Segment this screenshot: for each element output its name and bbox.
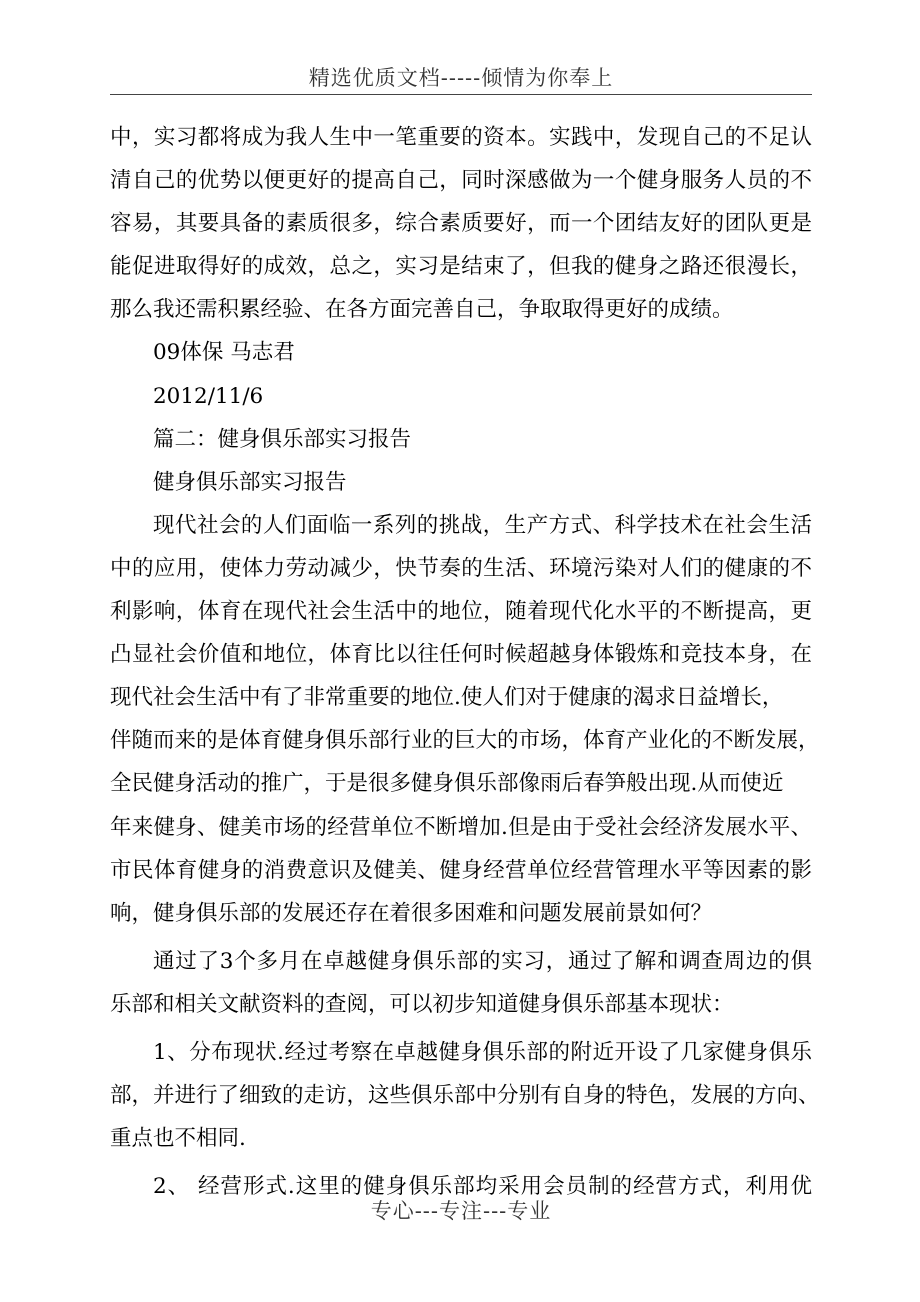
text-line: 1、分布现状.经过考察在卓越健身俱乐部的附近开设了几家健身俱乐 (153, 1039, 812, 1065)
text-line: 市民体育健身的消费意识及健美、健身经营单位经营管理水平等因素的影 (110, 857, 812, 883)
text-line: 全民健身活动的推广，于是很多健身俱乐部像雨后春笋般出现.从而使近 (110, 771, 784, 797)
text-line: 年来健身、健美市场的经营单位不断增加.但是由于受社会经济发展水平、 (110, 814, 812, 840)
text-line: 中，实习都将成为我人生中一笔重要的资本。实践中，发现自己的不足认 (110, 125, 812, 150)
text-line: 通过了3个多月在卓越健身俱乐部的实习，通过了解和调查周边的俱 (153, 948, 812, 974)
text-line: 2、 经营形式.这里的健身俱乐部均采用会员制的经营方式，利用优 (153, 1174, 812, 1200)
document-body (110, 116, 820, 1208)
text-line: 那么我还需积累经验、在各方面完善自己，争取取得更好的成绩。 (110, 297, 734, 323)
text-line: 清自己的优势以便更好的提高自己，同时深感做为一个健身服务人员的不 (110, 168, 812, 194)
text-line: 中的应用，使体力劳动减少，快节奏的生活、环境污染对人们的健康的不 (110, 555, 812, 581)
text-line: 能促进取得好的成效，总之，实习是结束了，但我的健身之路还很漫长， (110, 254, 812, 280)
page-header: 精选优质文档-----倾情为你奉上 (308, 66, 614, 90)
text-line: 响，健身俱乐部的发展还存在着很多困难和问题发展前景如何？ (110, 900, 713, 926)
text-line: 重点也不相同. (110, 1126, 246, 1152)
text-line: 健身俱乐部实习报告 (153, 469, 347, 495)
page-footer: 专心---专注---专业 (370, 1199, 552, 1223)
text-line: 伴随而来的是体育健身俱乐部行业的巨大的市场，体育产业化的不断发展， (110, 728, 820, 754)
text-line: 容易，其要具备的素质很多，综合素质要好，而一个团结友好的团队更是 (110, 211, 812, 237)
text-line: 09体保 马志君 (153, 340, 295, 366)
text-line: 2012/11/6 (153, 383, 264, 409)
text-line: 乐部和相关文献资料的查阅，可以初步知道健身俱乐部基本现状： (110, 991, 734, 1017)
text-line: 现代社会的人们面临一系列的挑战，生产方式、科学技术在社会生活 (153, 512, 812, 538)
header-divider (110, 94, 812, 95)
text-line: 篇二：健身俱乐部实习报告 (153, 426, 412, 452)
text-line: 现代社会生活中有了非常重要的地位.使人们对于健康的渴求日益增长， (110, 685, 784, 711)
text-line: 部，并进行了细致的走访，这些俱乐部中分别有自身的特色，发展的方向、 (110, 1083, 820, 1109)
text-line: 凸显社会价值和地位，体育比以往任何时候超越身体锻炼和竞技本身，在 (110, 642, 812, 668)
text-line: 利影响，体育在现代社会生活中的地位，随着现代化水平的不断提高，更 (110, 599, 812, 625)
